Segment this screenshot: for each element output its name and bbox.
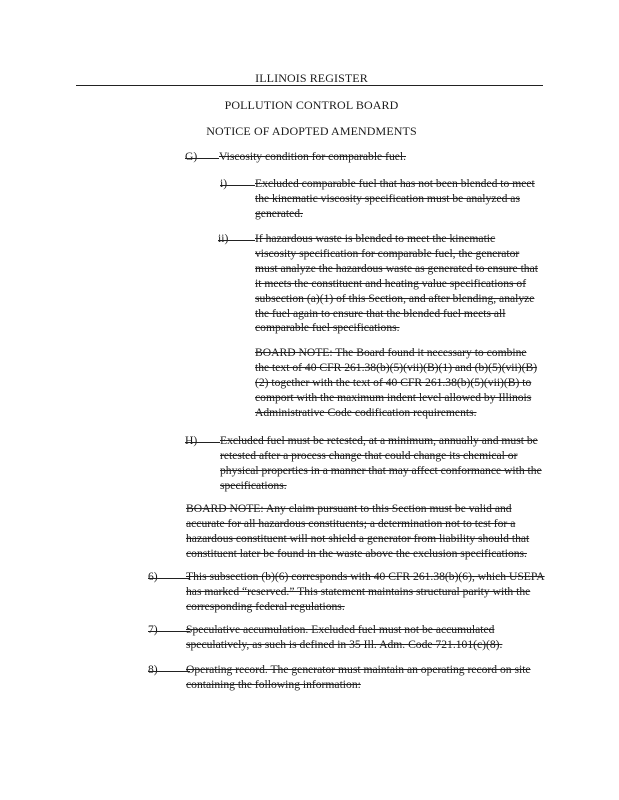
item-g-ii-board-note: BOARD NOTE: The Board found it necessary to combine the text of 40 CFR 261.38(b)(5)(vii)(B)(1) and (b)(5)(vii)(B)(2) together with the text of 40 CFR 261.38(b)(5)(vii)(B) to comport with the maximum indent level allowed by Illinois Administrative Code codification requirements. [255, 346, 538, 419]
item-6-label: 6) [148, 570, 158, 583]
item-g-ii-label: ii) [218, 232, 229, 245]
item-6-text: This subsection (b)(6) corresponds with 40 CFR 261.38(b)(6), which USEPA has marked “reserved.” This statement maintains structural parity with the corresponding federal regulations. [186, 570, 545, 613]
item-g-i-label: i) [220, 177, 228, 190]
item-7-text: Speculative accumulation. Excluded fuel must not be accumulated speculatively, as such is defined in 35 Ill. Adm. Code 721.101(c)(8). [186, 623, 503, 651]
item-g-text: Viscosity condition for comparable fuel. [219, 150, 407, 163]
item-h-label: H) [185, 434, 198, 447]
register-title: ILLINOIS REGISTER [255, 71, 368, 85]
item-8-text: Operating record. The generator must maintain an operating record on site containing the following information: [186, 663, 531, 691]
item-g-i-text: Excluded comparable fuel that has not been blended to meet the kinematic viscosity specification must be analyzed as generated. [255, 177, 535, 220]
board-name: POLLUTION CONTROL BOARD [224, 98, 399, 112]
section-board-note: BOARD NOTE: Any claim pursuant to this Section must be valid and accurate for all hazardous constituents; a determination not to test for a hazardous constituent will not shield a generator from liability should that constituent later be found in the waste above the exclusion specifications. [186, 502, 530, 560]
header-rule [76, 85, 543, 86]
item-h-text: Excluded fuel must be retested, at a minimum, annually and must be retested after a process change that could change its chemical or physical properties in a manner that may affect conformance with the specifications. [220, 434, 542, 492]
item-7-label: 7) [148, 623, 158, 636]
item-g-ii-text: If hazardous waste is blended to meet the kinematic viscosity specification for comparable fuel, the generator must analyze the hazardous waste as generated to ensure that it meets the constituent and heating value specifications of subsection (a)(1) of this Section, and after blending, analyze the fuel again to ensure that the blended fuel meets all comparable fuel specifications. [255, 232, 538, 335]
item-g-label: G) [185, 150, 198, 163]
item-8-label: 8) [148, 663, 158, 676]
notice-title: NOTICE OF ADOPTED AMENDMENTS [206, 124, 417, 138]
